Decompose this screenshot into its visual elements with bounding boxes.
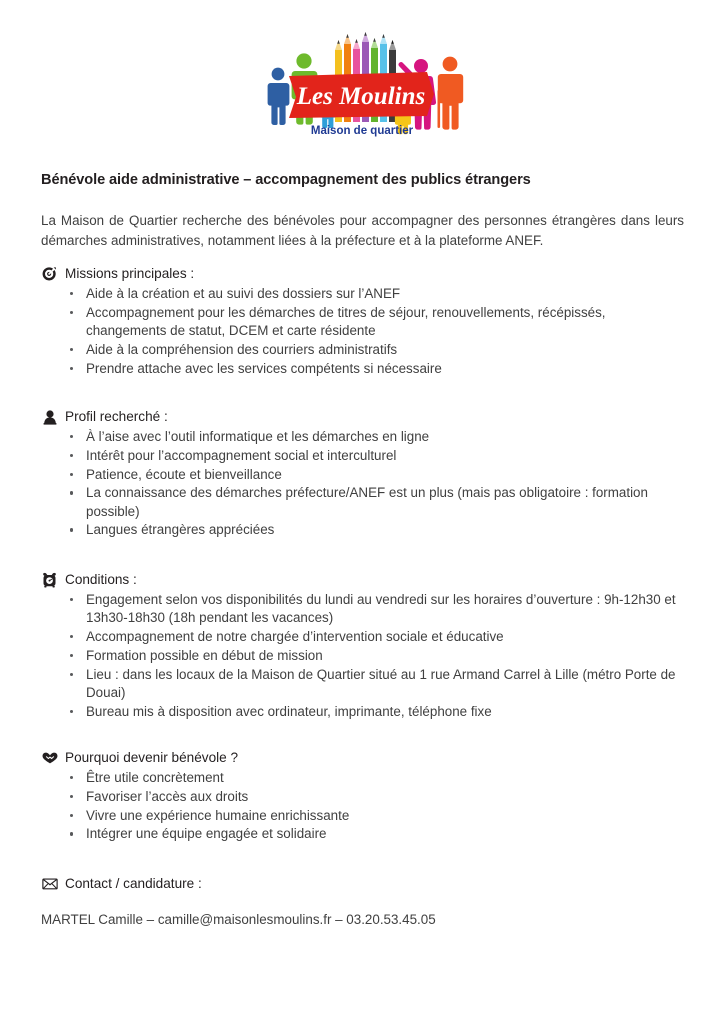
list-item-text: Formation possible en début de mission — [86, 647, 323, 663]
conditions-list — [41, 591, 684, 721]
section-heading-conditions — [41, 570, 684, 589]
bullet-dot-icon — [70, 654, 73, 657]
list-item — [41, 447, 684, 465]
bullet-dot-icon — [70, 348, 73, 351]
list-item-text: Lieu : dans les locaux de la Maison de Quartier situé au 1 rue Armand Carrel à Lille (métro Porte de Douai) — [86, 666, 676, 700]
bullet-dot-icon — [70, 292, 73, 295]
page-title: Bénévole aide administrative – accompagnement des publics étrangers — [41, 172, 531, 188]
list-item-text: Aide à la compréhension des courriers administratifs — [86, 341, 398, 357]
list-item — [41, 428, 684, 446]
bullet-dot-icon — [70, 367, 73, 370]
logo-brand-text: Les Moulins — [296, 83, 426, 110]
bullet-dot-icon — [70, 832, 73, 835]
section-heading-profil — [41, 407, 684, 426]
intro-paragraph: La Maison de Quartier recherche des bénévoles pour accompagner des personnes étrangères dans leurs démarches administratives, notamment liées à la préfecture et à la plateforme ANEF. — [41, 213, 684, 248]
list-item-text: Intérêt pour l’accompagnement social et interculturel — [86, 447, 397, 463]
les-moulins-logo — [251, 28, 473, 140]
list-item — [41, 341, 684, 359]
list-item-text: Aide à la création et au suivi des dossiers sur l’ANEF — [86, 286, 401, 301]
alarm-clock-icon — [41, 570, 58, 589]
list-item — [41, 628, 684, 646]
bullet-dot-icon — [70, 635, 73, 638]
missions-list — [41, 285, 684, 378]
list-item — [41, 807, 684, 825]
bullet-dot-icon — [70, 776, 73, 779]
list-item — [41, 703, 684, 721]
list-item — [41, 769, 684, 787]
logo-tagline-text: Maison de quartier — [310, 125, 414, 137]
list-item — [41, 466, 684, 484]
list-item-text: Langues étrangères appréciées — [86, 522, 275, 538]
envelope-icon — [41, 874, 58, 893]
list-item — [41, 484, 684, 521]
list-item — [41, 285, 684, 303]
list-item-text: Accompagnement de notre chargée d’intervention sociale et éducative — [86, 629, 504, 645]
logo-banner — [289, 72, 434, 118]
list-item-text: Patience, écoute et bienveillance — [86, 466, 282, 482]
list-item-text: Accompagnement pour les démarches de titres de séjour, renouvellements, récépissés, changements de statut, DCEM et carte résidente — [86, 304, 606, 339]
bullet-dot-icon — [70, 454, 73, 457]
handshake-icon — [41, 748, 58, 767]
target-icon — [41, 264, 58, 283]
pourquoi-list — [41, 769, 684, 844]
list-item-text: À l’aise avec l’outil informatique et les démarches en ligne — [86, 429, 430, 444]
section-heading-label: Missions principales : — [65, 266, 195, 281]
section-heading-label: Contact / candidature : — [65, 876, 202, 891]
logo-graphic — [251, 28, 473, 140]
bullet-dot-icon — [70, 814, 73, 817]
section-heading-contact — [41, 874, 684, 893]
bullet-dot-icon — [70, 795, 73, 798]
bullet-dot-icon — [70, 528, 73, 531]
section-heading-label: Pourquoi devenir bénévole ? — [65, 750, 239, 765]
list-item — [41, 825, 684, 843]
section-contact — [41, 874, 684, 895]
list-item — [41, 666, 684, 703]
list-item-text: Prendre attache avec les services compétents si nécessaire — [86, 360, 442, 376]
bullet-dot-icon — [70, 435, 73, 438]
list-item — [41, 521, 684, 539]
section-profil — [41, 407, 684, 540]
list-item — [41, 304, 684, 341]
list-item-text: Vivre une expérience humaine enrichissante — [86, 807, 350, 823]
bullet-dot-icon — [70, 598, 73, 601]
list-item-text: Être utile concrètement — [86, 770, 224, 785]
person-bust-icon — [41, 407, 58, 426]
section-conditions — [41, 570, 684, 722]
logo-header — [0, 28, 724, 140]
list-item-text: Favoriser l’accès aux droits — [86, 788, 249, 804]
bullet-dot-icon — [70, 473, 73, 476]
list-item-text: Bureau mis à disposition avec ordinateur, imprimante, téléphone fixe — [86, 703, 492, 719]
list-item — [41, 647, 684, 665]
bullet-dot-icon — [70, 673, 73, 676]
list-item-text: Intégrer une équipe engagée et solidaire — [86, 826, 327, 842]
section-missions — [41, 264, 684, 378]
section-heading-pourquoi — [41, 748, 684, 767]
bullet-dot-icon — [70, 311, 73, 314]
list-item-text: La connaissance des démarches préfecture/ANEF est un plus (mais pas obligatoire : formation possible) — [86, 485, 648, 519]
list-item — [41, 591, 684, 628]
profil-list — [41, 428, 684, 540]
list-item-text: Engagement selon vos disponibilités du lundi au vendredi sur les horaires d’ouverture : 9h-12h30 et 13h30-18h30 (18h pendant les vacances) — [86, 592, 676, 626]
list-item — [41, 788, 684, 806]
bullet-dot-icon — [70, 491, 73, 494]
contact-details: MARTEL Camille – camille@maisonlesmoulins.fr – 03.20.53.45.05 — [41, 912, 436, 927]
bullet-dot-icon — [70, 710, 73, 713]
section-heading-missions — [41, 264, 684, 283]
section-heading-label: Profil recherché : — [65, 409, 168, 424]
section-pourquoi — [41, 748, 684, 844]
list-item — [41, 360, 684, 378]
section-heading-label: Conditions : — [65, 572, 137, 587]
